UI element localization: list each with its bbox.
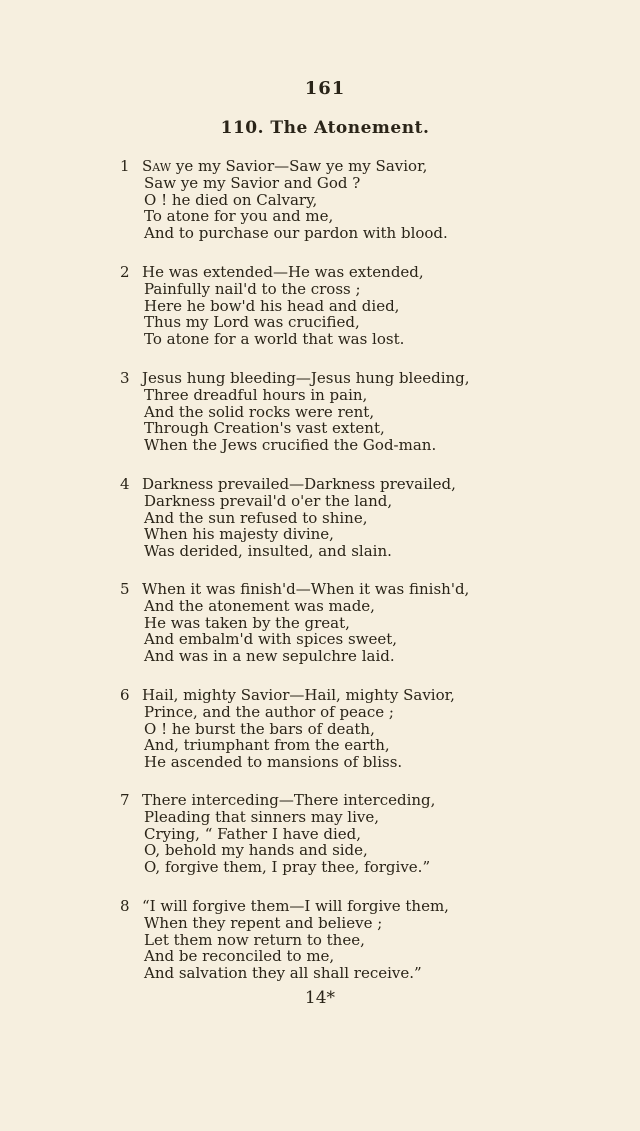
stanza-lines — [142, 898, 449, 982]
stanza-line: And salvation they all shall receive.” — [144, 964, 422, 983]
stanza-first-line — [142, 792, 435, 809]
stanza-line: And the sun refused to shine, — [144, 508, 368, 527]
stanza-first-line — [142, 158, 448, 175]
stanza-line: O, forgive them, I pray thee, forgive.” — [144, 858, 431, 877]
stanza-line: He was taken by the great, — [144, 613, 350, 632]
stanza-line: Darkness prevail'd o'er the land, — [144, 491, 393, 510]
stanza-lines — [142, 264, 424, 348]
stanza-lines — [142, 158, 448, 242]
stanza-line: Through Creation's vast extent, — [144, 419, 385, 438]
stanza-lines — [142, 581, 469, 665]
stanza-number: 6 — [120, 686, 130, 704]
stanza-first-line-text: There interceding—There interceding, — [142, 791, 436, 809]
stanza-first-line-text: Hail, mighty Savior—Hail, mighty Savior, — [142, 686, 455, 704]
stanza-number: 8 — [120, 897, 130, 915]
stanza-line: When his majesty divine, — [144, 525, 334, 544]
stanza-lines — [142, 370, 470, 454]
stanza-line: He ascended to mansions of bliss. — [144, 753, 403, 772]
stanza-line: And the atonement was made, — [144, 596, 375, 615]
stanza-first-line — [142, 898, 449, 915]
stanza-line: O, behold my hands and side, — [144, 841, 368, 860]
stanza-line: Crying, “ Father I have died, — [144, 824, 362, 843]
stanza-line: And was in a new sepulchre laid. — [144, 647, 395, 666]
stanza-number: 7 — [120, 791, 130, 809]
stanza-line: Three dreadful hours in pain, — [144, 385, 368, 404]
stanza-line: And to purchase our pardon with blood. — [144, 224, 448, 243]
stanza-first-line-text: Darkness prevailed—Darkness prevailed, — [142, 475, 456, 493]
stanza-line: O ! he burst the bars of death, — [144, 719, 375, 738]
stanza-number: 1 — [120, 157, 130, 175]
page-number: 161 — [304, 78, 346, 99]
stanza-line: Here he bow'd his head and died, — [144, 296, 400, 315]
stanza-first-line-text: “I will forgive them—I will forgive them, — [142, 897, 449, 915]
stanza-line: When the Jews crucified the God-man. — [144, 436, 437, 455]
stanza-number: 4 — [120, 475, 130, 493]
stanza-first-line — [142, 264, 424, 281]
stanza-first-line-text: When it was finish'd—When it was finish'd, — [142, 580, 470, 598]
stanza-number: 3 — [120, 369, 130, 387]
stanza-line: Was derided, insulted, and slain. — [144, 542, 392, 561]
stanza-first-line-text: ye my Savior—Saw ye my Savior, — [171, 157, 428, 175]
stanza-line: Let them now return to thee, — [144, 930, 365, 949]
stanza-line: And, triumphant from the earth, — [144, 736, 390, 755]
signature-mark: 14* — [304, 988, 336, 1008]
stanza-line: When they repent and believe ; — [144, 913, 383, 932]
stanza-line: Painfully nail'd to the cross ; — [144, 279, 361, 298]
stanza-number: 2 — [120, 263, 130, 281]
stanza-lines — [142, 792, 435, 876]
stanza-line: Pleading that sinners may live, — [144, 807, 380, 826]
stanza-line: O ! he died on Calvary, — [144, 190, 318, 209]
stanza-line: To atone for a world that was lost. — [144, 330, 405, 349]
stanza-line: To atone for you and me, — [144, 207, 334, 226]
stanza-first-line — [142, 687, 455, 704]
stanza-lines — [142, 476, 456, 560]
stanza-lines — [142, 687, 455, 771]
stanza-line: Saw ye my Savior and God ? — [144, 173, 361, 192]
stanza-line: Prince, and the author of peace ; — [144, 702, 394, 721]
stanza-line: And embalm'd with spices sweet, — [144, 630, 398, 649]
stanza-first-word: Saw — [142, 157, 172, 175]
stanza-first-line — [142, 476, 456, 493]
stanza-line: And be reconciled to me, — [144, 947, 335, 966]
stanza-line: Thus my Lord was crucified, — [144, 313, 360, 332]
stanza-number: 5 — [120, 580, 130, 598]
hymn-title: 110. The Atonement. — [220, 118, 430, 138]
stanza-first-line — [142, 581, 469, 598]
stanza-first-line-text: He was extended—He was extended, — [142, 263, 424, 281]
stanza-first-line-text: Jesus hung bleeding—Jesus hung bleeding, — [142, 369, 470, 387]
stanza-first-line — [142, 370, 470, 387]
stanza-line: And the solid rocks were rent, — [144, 402, 375, 421]
